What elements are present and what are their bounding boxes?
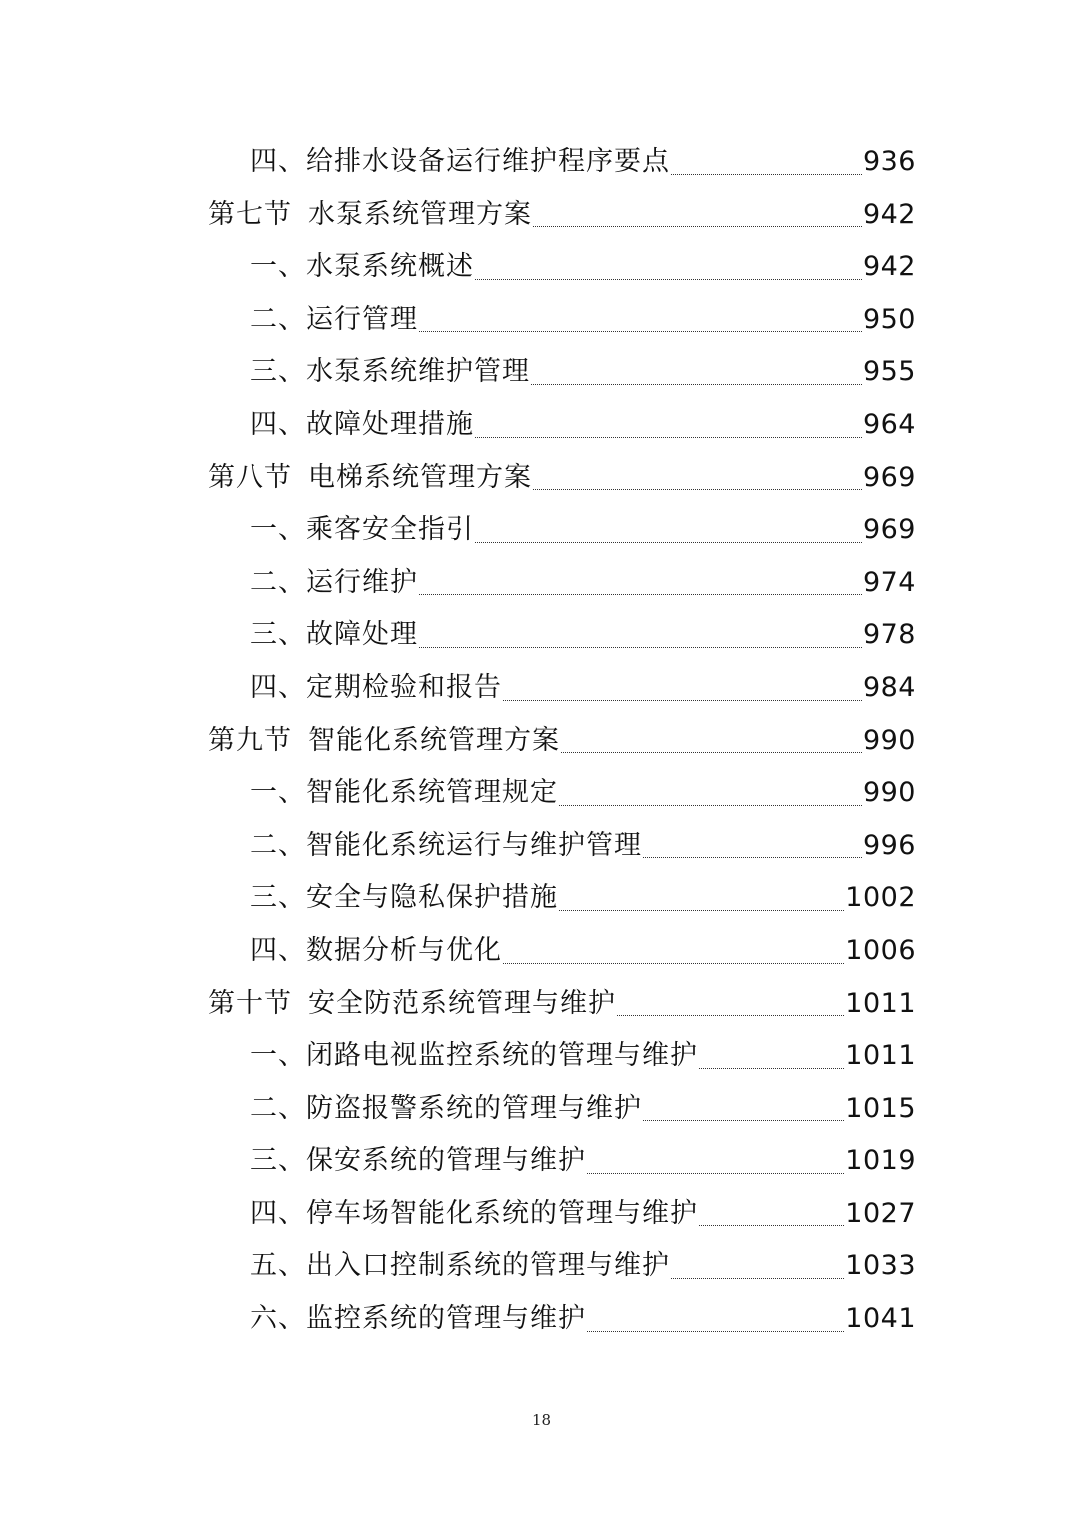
toc-entry-title — [208, 189, 532, 242]
toc-page-number: 969 — [862, 514, 916, 546]
toc-subsection-entry[interactable] — [0, 925, 1080, 978]
toc-entry-title — [250, 925, 502, 978]
toc-page-number: 978 — [862, 619, 916, 651]
toc-page-number: 1015 — [845, 1092, 916, 1124]
toc-entry-label: 二、运行管理 — [250, 303, 418, 335]
toc-entry-title — [208, 452, 532, 505]
toc-section-number: 第九节 — [208, 724, 292, 756]
toc-entry-label: 一、水泵系统概述 — [250, 251, 474, 283]
toc-subsection-entry[interactable] — [0, 346, 1080, 399]
toc-entry-label: 二、运行维护 — [250, 566, 418, 598]
toc-entry-title — [250, 136, 670, 189]
toc-page-number: 969 — [862, 461, 916, 493]
toc-entry-label: 电梯系统管理方案 — [308, 461, 532, 493]
toc-dot-leader — [643, 857, 862, 858]
toc-section-number: 第八节 — [208, 461, 292, 493]
toc-entry-label: 四、故障处理措施 — [250, 408, 474, 440]
toc-dot-leader — [587, 1331, 844, 1332]
toc-entry-title — [250, 1135, 586, 1188]
toc-dot-leader — [533, 489, 862, 490]
toc-entry-title — [250, 294, 418, 347]
toc-page-number: 936 — [862, 146, 916, 177]
toc-entry-title — [250, 1293, 586, 1346]
toc-dot-leader — [559, 805, 862, 806]
toc-dot-leader — [699, 1225, 844, 1226]
toc-dot-leader — [699, 1068, 844, 1069]
toc-dot-leader — [617, 1015, 844, 1016]
toc-entry-label: 四、停车场智能化系统的管理与维护 — [250, 1197, 698, 1229]
toc-entry-label: 安全防范系统管理与维护 — [308, 987, 616, 1019]
toc-page-number: 1006 — [845, 934, 916, 966]
toc-entry-title — [250, 557, 418, 610]
toc-page-number: 1011 — [845, 987, 916, 1019]
toc-subsection-entry[interactable] — [0, 767, 1080, 820]
toc-entry-title — [250, 241, 474, 294]
toc-page-number: 1033 — [845, 1250, 916, 1282]
toc-entry-title — [250, 399, 474, 452]
toc-entry-label: 四、定期检验和报告 — [250, 671, 502, 703]
toc-subsection-entry[interactable] — [0, 1188, 1080, 1241]
toc-subsection-entry[interactable] — [0, 504, 1080, 557]
toc-entry-title — [250, 1083, 642, 1136]
toc-dot-leader — [587, 1173, 844, 1174]
table-of-contents — [0, 136, 1080, 1346]
toc-subsection-entry[interactable] — [0, 1083, 1080, 1136]
toc-entry-label: 二、防盗报警系统的管理与维护 — [250, 1092, 642, 1124]
toc-subsection-entry[interactable] — [0, 136, 1080, 189]
toc-page-number: 955 — [862, 356, 916, 388]
toc-dot-leader — [475, 279, 862, 280]
toc-page-number: 990 — [862, 777, 916, 809]
toc-dot-leader — [503, 700, 862, 701]
toc-page-number: 990 — [862, 724, 916, 756]
toc-section-entry[interactable] — [0, 189, 1080, 242]
toc-page-number: 1041 — [845, 1303, 916, 1335]
toc-section-number: 第七节 — [208, 198, 292, 230]
toc-subsection-entry[interactable] — [0, 557, 1080, 610]
toc-section-entry[interactable] — [0, 715, 1080, 768]
toc-entry-label: 智能化系统管理方案 — [308, 724, 560, 756]
toc-entry-title — [250, 820, 642, 873]
toc-subsection-entry[interactable] — [0, 241, 1080, 294]
toc-page-number: 996 — [862, 829, 916, 861]
toc-subsection-entry[interactable] — [0, 872, 1080, 925]
toc-entry-label: 三、安全与隐私保护措施 — [250, 882, 558, 914]
toc-subsection-entry[interactable] — [0, 662, 1080, 715]
toc-subsection-entry[interactable] — [0, 1240, 1080, 1293]
toc-entry-title — [250, 767, 558, 820]
toc-entry-label: 一、闭路电视监控系统的管理与维护 — [250, 1040, 698, 1072]
toc-subsection-entry[interactable] — [0, 1030, 1080, 1083]
toc-dot-leader — [419, 647, 862, 648]
toc-page-number: 942 — [862, 198, 916, 230]
toc-subsection-entry[interactable] — [0, 1135, 1080, 1188]
toc-entry-label: 四、数据分析与优化 — [250, 934, 502, 966]
toc-page-number: 1027 — [845, 1197, 916, 1229]
toc-page-number: 984 — [862, 671, 916, 703]
toc-entry-title — [250, 872, 558, 925]
toc-subsection-entry[interactable] — [0, 609, 1080, 662]
toc-entry-label: 水泵系统管理方案 — [308, 198, 532, 230]
toc-dot-leader — [533, 226, 862, 227]
toc-subsection-entry[interactable] — [0, 1293, 1080, 1346]
toc-section-entry[interactable] — [0, 978, 1080, 1031]
toc-entry-label: 四、给排水设备运行维护程序要点 — [250, 146, 670, 177]
toc-entry-label: 三、水泵系统维护管理 — [250, 356, 530, 388]
toc-entry-label: 一、智能化系统管理规定 — [250, 777, 558, 809]
toc-entry-title — [208, 978, 616, 1031]
toc-entry-label: 三、保安系统的管理与维护 — [250, 1145, 586, 1177]
toc-entry-title — [250, 1188, 698, 1241]
toc-entry-title — [250, 504, 474, 557]
toc-entry-label: 一、乘客安全指引 — [250, 514, 474, 546]
toc-entry-label: 六、监控系统的管理与维护 — [250, 1303, 586, 1335]
toc-entry-label: 三、故障处理 — [250, 619, 418, 651]
toc-page-number: 964 — [862, 408, 916, 440]
toc-entry-title — [250, 662, 502, 715]
toc-dot-leader — [561, 752, 862, 753]
toc-page-number: 1002 — [845, 882, 916, 914]
toc-dot-leader — [419, 594, 862, 595]
toc-page-number: 942 — [862, 251, 916, 283]
toc-entry-title — [250, 1030, 698, 1083]
toc-dot-leader — [559, 910, 844, 911]
toc-dot-leader — [475, 542, 862, 543]
toc-entry-label: 五、出入口控制系统的管理与维护 — [250, 1250, 670, 1282]
toc-dot-leader — [671, 174, 862, 175]
toc-entry-title — [208, 715, 560, 768]
toc-subsection-entry[interactable] — [0, 820, 1080, 873]
toc-section-entry[interactable] — [0, 452, 1080, 505]
toc-page-number: 950 — [862, 303, 916, 335]
toc-entry-title — [250, 346, 530, 399]
toc-dot-leader — [671, 1278, 844, 1279]
toc-page-number: 1011 — [845, 1040, 916, 1072]
toc-dot-leader — [475, 437, 862, 438]
toc-entry-label: 二、智能化系统运行与维护管理 — [250, 829, 642, 861]
toc-entry-title — [250, 1240, 670, 1293]
toc-dot-leader — [531, 384, 862, 385]
page-number — [0, 1411, 1080, 1429]
toc-page-number: 974 — [862, 566, 916, 598]
toc-section-number: 第十节 — [208, 987, 292, 1019]
toc-subsection-entry[interactable] — [0, 294, 1080, 347]
page-number-text: 18 — [532, 1411, 552, 1429]
toc-page-number: 1019 — [845, 1145, 916, 1177]
toc-dot-leader — [503, 963, 844, 964]
toc-entry-title — [250, 609, 418, 662]
toc-dot-leader — [419, 331, 862, 332]
toc-subsection-entry[interactable] — [0, 399, 1080, 452]
toc-dot-leader — [643, 1120, 844, 1121]
